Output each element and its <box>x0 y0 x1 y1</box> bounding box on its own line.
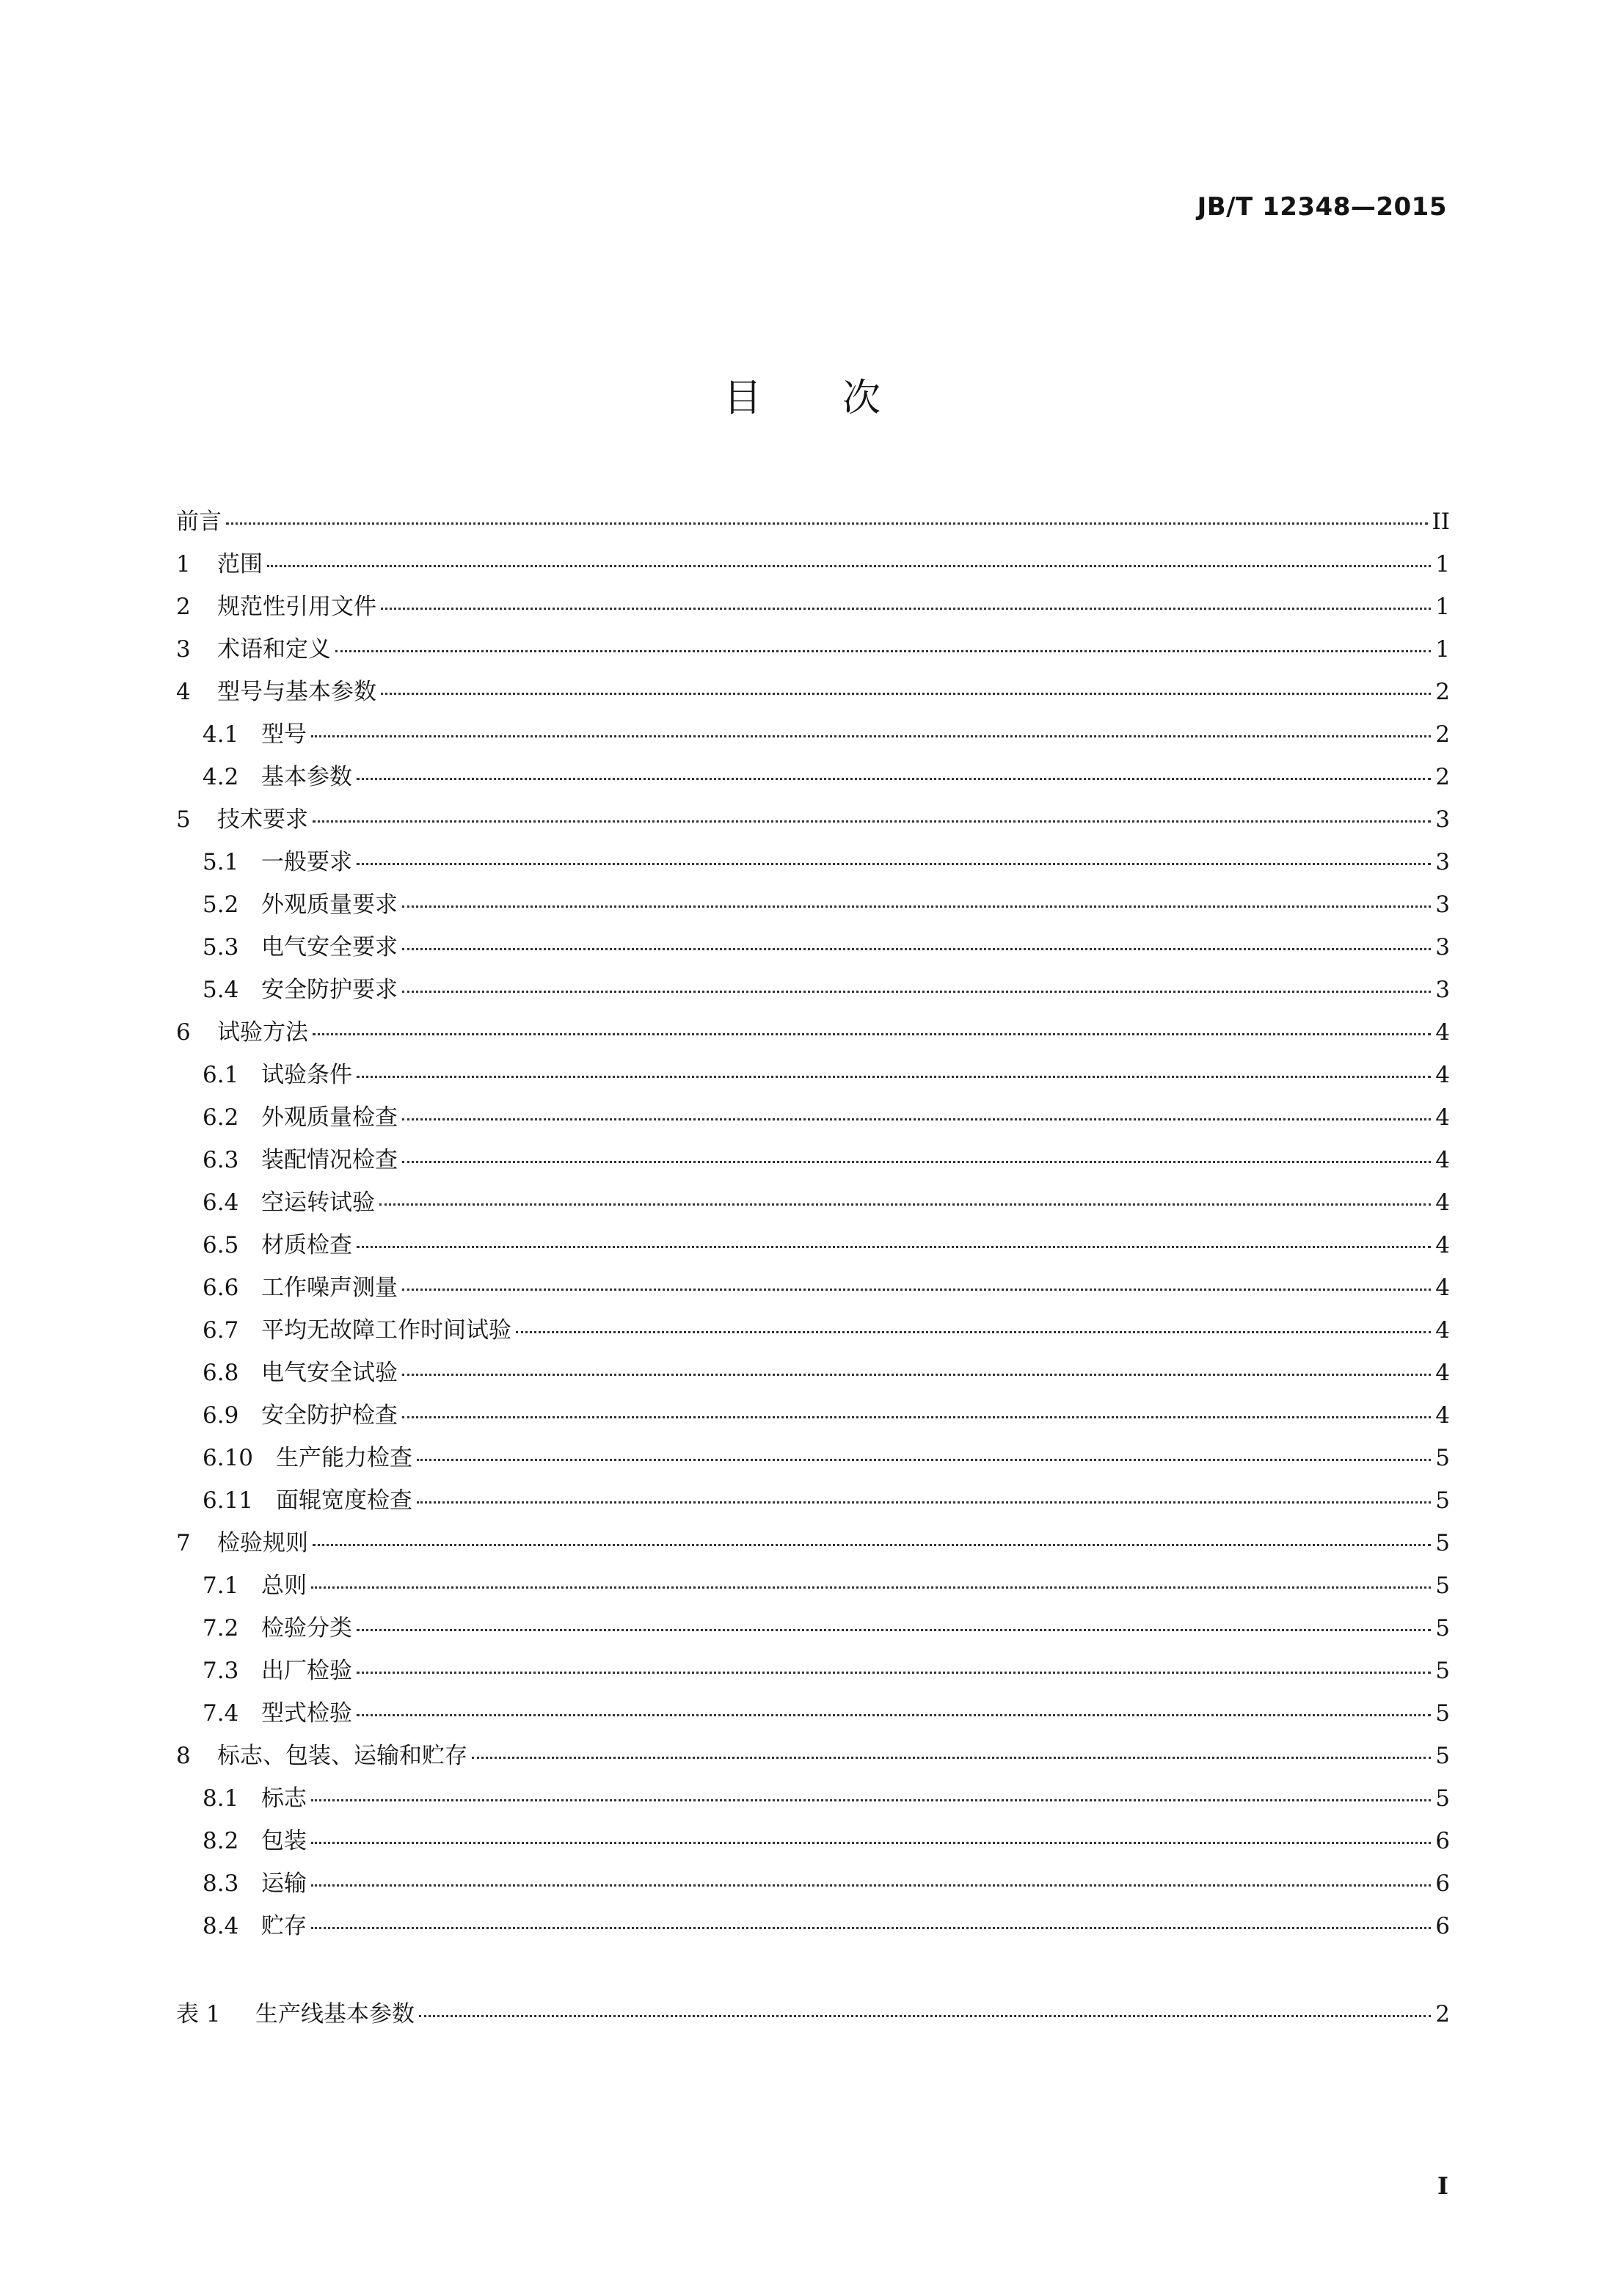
page-title: 目次 <box>723 376 961 420</box>
dot-leader <box>311 1799 1431 1801</box>
toc-entry[interactable] <box>176 1692 1450 1735</box>
toc-entry-number: 1 <box>176 551 191 577</box>
dot-leader <box>419 2015 1431 2017</box>
toc-entry-label: 运输 <box>261 1870 307 1897</box>
toc-entry-page: 4 <box>1435 1317 1450 1344</box>
toc-entry[interactable] <box>176 1650 1450 1692</box>
toc-entry-page: 3 <box>1435 977 1450 1003</box>
toc-entry[interactable] <box>176 500 1450 543</box>
toc-entry-label: 检验分类 <box>261 1615 352 1641</box>
dot-leader <box>313 1033 1431 1035</box>
dot-leader <box>357 1246 1431 1248</box>
toc-entry[interactable] <box>176 1437 1450 1479</box>
toc-entry[interactable] <box>176 841 1450 883</box>
dot-leader <box>226 522 1428 525</box>
dot-leader <box>402 905 1431 908</box>
toc-entry-label: 装配情况检查 <box>261 1147 398 1173</box>
toc-entry-number: 6.3 <box>203 1147 239 1173</box>
dot-leader <box>313 820 1431 823</box>
toc-entry-label: 基本参数 <box>261 764 352 790</box>
toc-entry-label: 检验规则 <box>217 1530 308 1556</box>
toc-entry-label: 电气安全要求 <box>261 934 398 961</box>
dot-leader <box>417 1501 1431 1504</box>
toc-entry-number: 8.2 <box>203 1828 239 1854</box>
dot-leader <box>311 1586 1431 1589</box>
toc-entry-number: 6.5 <box>203 1232 239 1258</box>
toc-entry-label: 前言 <box>176 509 222 535</box>
toc-entry[interactable] <box>176 1139 1450 1181</box>
toc-entry-number: 6.1 <box>203 1062 239 1088</box>
toc-entry-page: 4 <box>1435 1275 1450 1301</box>
toc-entry-page: 6 <box>1435 1828 1450 1854</box>
dot-leader <box>357 778 1431 780</box>
toc-entry-label: 标志 <box>261 1785 307 1812</box>
toc-entry[interactable] <box>176 1394 1450 1437</box>
toc-entry-page: 3 <box>1435 849 1450 875</box>
toc-entry-label: 空运转试验 <box>261 1189 375 1216</box>
toc-entry-number: 6 <box>176 1019 191 1046</box>
toc-entry-label: 型号与基本参数 <box>217 679 376 705</box>
toc-entry-label: 型号 <box>261 721 307 748</box>
dot-leader <box>516 1331 1431 1333</box>
dot-leader <box>311 1884 1431 1887</box>
dot-leader <box>311 1927 1431 1929</box>
toc-entry[interactable] <box>176 628 1450 671</box>
toc-entry-page: 5 <box>1435 1572 1450 1599</box>
dot-leader <box>335 650 1431 652</box>
toc-entry-number: 6.7 <box>203 1317 239 1344</box>
toc-entry-page: 5 <box>1435 1445 1450 1471</box>
dot-leader <box>402 1374 1431 1376</box>
toc-entry-page: 2 <box>1435 679 1450 705</box>
toc-entry-number: 表 1 <box>176 2001 221 2027</box>
toc-entry[interactable] <box>176 1054 1450 1096</box>
dot-leader <box>357 863 1431 865</box>
toc-entry-page: 6 <box>1435 1870 1450 1897</box>
toc-entry-number: 6.11 <box>203 1487 254 1514</box>
toc-entry-number: 6.6 <box>203 1275 239 1301</box>
toc-entry-label: 材质检查 <box>261 1232 352 1258</box>
toc-entry[interactable] <box>176 1905 1450 1947</box>
toc-entry[interactable] <box>176 756 1450 798</box>
toc-entry-number: 6.2 <box>203 1104 239 1131</box>
toc-entry-page: 4 <box>1435 1189 1450 1216</box>
toc-entry[interactable] <box>176 969 1450 1011</box>
toc-entry-label: 面辊宽度检查 <box>276 1487 412 1514</box>
toc-entry-page: 4 <box>1435 1062 1450 1088</box>
toc-entry-number: 6.9 <box>203 1402 239 1429</box>
dot-leader <box>402 948 1431 950</box>
toc-entry-number: 7.1 <box>203 1572 239 1599</box>
toc-entry-page: 1 <box>1435 551 1450 577</box>
toc-entry[interactable] <box>176 1607 1450 1650</box>
dot-leader <box>379 1203 1431 1206</box>
toc-entry-page: 5 <box>1435 1785 1450 1812</box>
dot-leader <box>357 1714 1431 1716</box>
toc-entry[interactable] <box>176 1777 1450 1820</box>
dot-leader <box>417 1459 1431 1461</box>
dot-leader <box>381 608 1431 610</box>
toc-entry-label: 试验条件 <box>261 1062 352 1088</box>
toc-entry-label: 外观质量要求 <box>261 892 398 918</box>
standard-number: JB/T 12348—2015 <box>1197 192 1447 222</box>
dot-leader <box>357 1629 1431 1631</box>
toc-entry-page: 3 <box>1435 934 1450 961</box>
toc-entry-label: 术语和定义 <box>217 636 331 663</box>
toc-entry-number: 5.1 <box>203 849 239 875</box>
toc-entry-label: 范围 <box>217 551 263 577</box>
toc-entry-number: 8.4 <box>203 1913 239 1939</box>
toc-entry[interactable] <box>176 1564 1450 1607</box>
toc-entry-page: 4 <box>1435 1019 1450 1046</box>
toc-entry-number: 4.2 <box>203 764 239 790</box>
toc-entry-label: 平均无故障工作时间试验 <box>261 1317 511 1344</box>
dot-leader <box>311 1842 1431 1844</box>
toc-entry[interactable] <box>176 671 1450 713</box>
toc-entry-number: 7 <box>176 1530 191 1556</box>
toc-entry[interactable] <box>176 1267 1450 1309</box>
table-list-entry[interactable] <box>176 1993 1450 2036</box>
toc-entry[interactable] <box>176 1224 1450 1267</box>
page-number: I <box>1437 2172 1448 2200</box>
toc-entry-number: 7.4 <box>203 1700 239 1727</box>
toc-entry-page: II <box>1432 509 1450 535</box>
toc-entry-page: 5 <box>1435 1743 1450 1769</box>
toc-entry-page: 4 <box>1435 1147 1450 1173</box>
toc-entry-page: 1 <box>1435 594 1450 620</box>
toc-entry-number: 8 <box>176 1743 191 1769</box>
toc-entry-number: 4 <box>176 679 191 705</box>
toc-entry-page: 4 <box>1435 1104 1450 1131</box>
toc-entry-page: 4 <box>1435 1402 1450 1429</box>
toc-entry[interactable] <box>176 1735 1450 1777</box>
dot-leader <box>357 1076 1431 1078</box>
toc-entry-number: 5.3 <box>203 934 239 961</box>
toc-entry-page: 2 <box>1435 2001 1450 2027</box>
dot-leader <box>402 1161 1431 1163</box>
toc-entry[interactable] <box>176 1862 1450 1905</box>
toc-entry[interactable] <box>176 1096 1450 1139</box>
table-of-contents <box>176 500 1450 1947</box>
toc-entry-page: 2 <box>1435 721 1450 748</box>
toc-entry-number: 6.10 <box>203 1445 254 1471</box>
dot-leader <box>402 991 1431 993</box>
dot-leader <box>472 1757 1431 1759</box>
toc-entry[interactable] <box>176 1309 1450 1352</box>
dot-leader <box>313 1544 1431 1546</box>
toc-entry[interactable] <box>176 1479 1450 1522</box>
dot-leader <box>381 693 1431 695</box>
toc-entry-number: 5.4 <box>203 977 239 1003</box>
toc-entry-page: 5 <box>1435 1530 1450 1556</box>
toc-entry-label: 生产线基本参数 <box>255 2001 415 2027</box>
toc-entry-label: 标志、包装、运输和贮存 <box>217 1743 467 1769</box>
table-list <box>176 1993 1450 2036</box>
toc-entry-number: 8.3 <box>203 1870 239 1897</box>
toc-entry[interactable] <box>176 1522 1450 1564</box>
toc-entry-label: 生产能力检查 <box>276 1445 412 1471</box>
toc-entry-number: 7.3 <box>203 1658 239 1684</box>
toc-entry-label: 包装 <box>261 1828 307 1854</box>
toc-entry-number: 6.4 <box>203 1189 239 1216</box>
toc-entry[interactable] <box>176 1181 1450 1224</box>
toc-entry-number: 5 <box>176 806 191 833</box>
toc-entry-number: 2 <box>176 594 191 620</box>
toc-entry[interactable] <box>176 883 1450 926</box>
toc-entry-label: 总则 <box>261 1572 307 1599</box>
toc-entry-label: 工作噪声测量 <box>261 1275 398 1301</box>
toc-entry-page: 5 <box>1435 1700 1450 1727</box>
toc-entry-number: 7.2 <box>203 1615 239 1641</box>
toc-entry[interactable] <box>176 798 1450 841</box>
toc-entry[interactable] <box>176 586 1450 628</box>
toc-entry-page: 3 <box>1435 806 1450 833</box>
toc-entry-page: 4 <box>1435 1232 1450 1258</box>
toc-entry-page: 5 <box>1435 1615 1450 1641</box>
toc-entry[interactable] <box>176 926 1450 969</box>
dot-leader <box>311 735 1431 737</box>
toc-entry-label: 贮存 <box>261 1913 307 1939</box>
dot-leader <box>402 1289 1431 1291</box>
toc-entry-page: 1 <box>1435 636 1450 663</box>
toc-entry-page: 5 <box>1435 1487 1450 1514</box>
toc-entry-page: 3 <box>1435 892 1450 918</box>
toc-entry-label: 电气安全试验 <box>261 1360 398 1386</box>
toc-entry[interactable] <box>176 1820 1450 1862</box>
toc-entry-page: 4 <box>1435 1360 1450 1386</box>
dot-leader <box>267 565 1431 567</box>
toc-entry[interactable] <box>176 1352 1450 1394</box>
toc-entry[interactable] <box>176 1011 1450 1054</box>
toc-entry-label: 安全防护检查 <box>261 1402 398 1429</box>
toc-entry-label: 规范性引用文件 <box>217 594 376 620</box>
dot-leader <box>402 1118 1431 1120</box>
toc-entry-page: 6 <box>1435 1913 1450 1939</box>
toc-entry-number: 5.2 <box>203 892 239 918</box>
toc-entry-label: 安全防护要求 <box>261 977 398 1003</box>
toc-entry-label: 技术要求 <box>217 806 308 833</box>
toc-entry-number: 4.1 <box>203 721 239 748</box>
toc-entry-number: 6.8 <box>203 1360 239 1386</box>
toc-entry-page: 5 <box>1435 1658 1450 1684</box>
toc-entry[interactable] <box>176 543 1450 586</box>
toc-entry-label: 试验方法 <box>217 1019 308 1046</box>
toc-entry-page: 2 <box>1435 764 1450 790</box>
toc-entry-label: 出厂检验 <box>261 1658 352 1684</box>
dot-leader <box>357 1672 1431 1674</box>
toc-entry-number: 3 <box>176 636 191 663</box>
toc-entry-label: 型式检验 <box>261 1700 352 1727</box>
toc-entry-label: 一般要求 <box>261 849 352 875</box>
toc-entry-label: 外观质量检查 <box>261 1104 398 1131</box>
dot-leader <box>402 1416 1431 1418</box>
toc-entry-number: 8.1 <box>203 1785 239 1812</box>
toc-entry[interactable] <box>176 713 1450 756</box>
